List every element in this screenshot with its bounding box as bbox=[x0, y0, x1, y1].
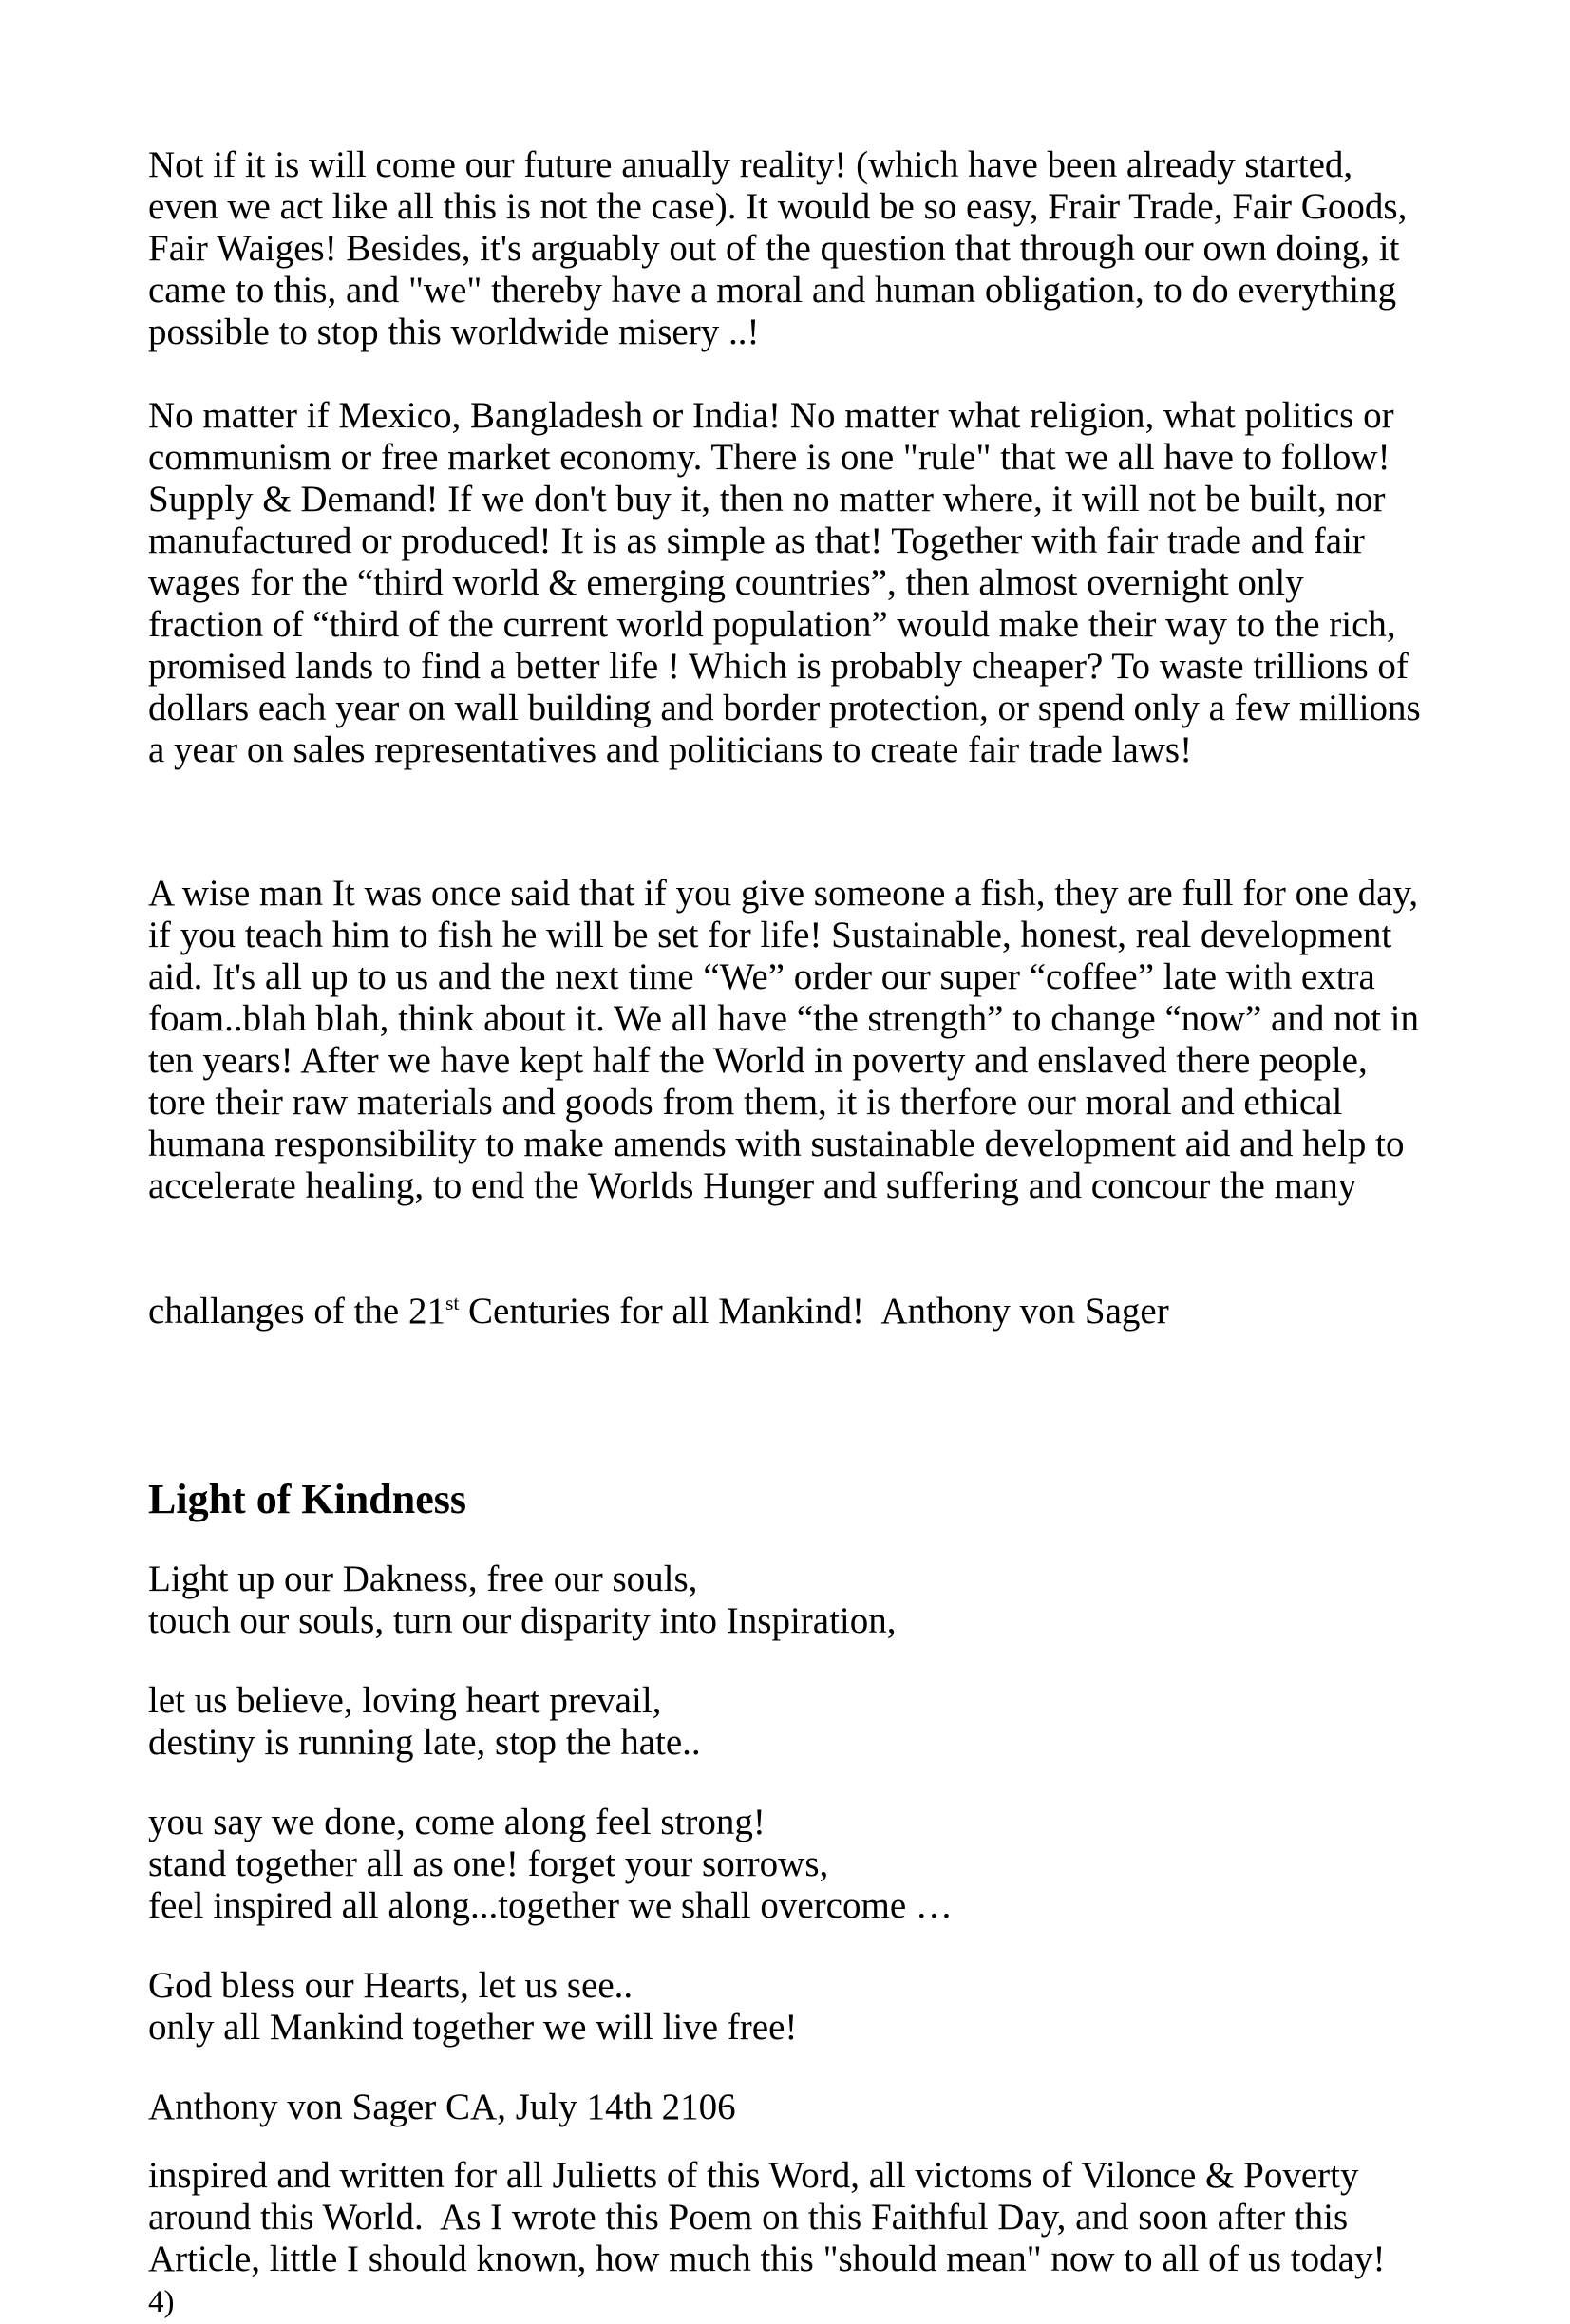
footnote-marker: 4) bbox=[148, 2285, 175, 2319]
dedication-paragraph: inspired and written for all Julietts of this Word, all victoms of Vilonce & Poverty around this World. As I wrote this Poem on this Faithful Day, and soon after this Article, little I should known, how much this "should mean" now to all of us today! bbox=[148, 2155, 1386, 2279]
poem-stanza-1: Light up our Dakness, free our souls, touch our souls, turn our disparity into Inspiration, bbox=[148, 1559, 897, 1641]
author-signature-line: Anthony von Sager CA, July 14th 2106 bbox=[148, 2087, 736, 2127]
paragraph-wise-man-final-line bbox=[148, 1291, 1437, 1332]
paragraph-wise-man bbox=[148, 789, 1437, 1416]
paragraph-wise-man-lines: A wise man It was once said that if you give someone a fish, they are full for one day, if you teach him to fish he will be set for life! Sustainable, honest, real development aid. It's all up to us and the next time “We” order our super “coffee” late with extra foam..blah blah, think about it. We all have “the strength” to change “now” and not in ten years! After we have kept half the World in poverty and enslaved there people, tore their raw materials and goods from them, it is therfore our moral and ethical humana responsibility to make amends with sustainable development aid and help to accelerate healing, to end the Worlds Hunger and suffering and concour the many bbox=[148, 873, 1419, 1206]
ordinal-superscript: st bbox=[445, 1292, 460, 1314]
poem-stanza-4: God bless our Hearts, let us see.. only all Mankind together we will live free! bbox=[148, 1965, 798, 2048]
poem-stanza-3: you say we done, come along feel strong! stand together all as one! forget your sorrows, feel inspired all along...together we shall overcome … bbox=[148, 1802, 953, 1926]
final-line-text-before: challanges of the 21 bbox=[148, 1291, 445, 1332]
poem-title: Light of Kindness bbox=[148, 1476, 466, 1522]
paragraph-supply-demand: No matter if Mexico, Bangladesh or India! No matter what religion, what politics or communism or free market economy. There is one "rule" that we all have to follow! Supply & Demand! If we don't buy it, then no matter where, it will not be built, nor manufactured or produced! It is as simple as that! Together with fair trade and fair wages for the “third world & emerging countries”, then almost overnight only fraction of “third of the current world population” would make their way to the rich, promised lands to find a better life ! Which is probably cheaper? To waste trillions of dollars each year on wall building and border protection, or spend only a few millions a year on sales representatives and politicians to create fair trade laws! bbox=[148, 395, 1421, 770]
paragraph-future-reality: Not if it is will come our future anually reality! (which have been already started, even we act like all this is not the case). It would be so easy, Frair Trade, Fair Goods, Fair Waiges! Besides, it's arguably out of the question that through our own doing, it came to this, and "we" thereby have a moral and human obligation, to do everything possible to stop this worldwide misery ..! bbox=[148, 144, 1408, 352]
final-line-text-after: Centuries for all Mankind! Anthony von Sager bbox=[459, 1291, 1169, 1332]
poem-stanza-2: let us believe, loving heart prevail, destiny is running late, stop the hate.. bbox=[148, 1680, 701, 1763]
